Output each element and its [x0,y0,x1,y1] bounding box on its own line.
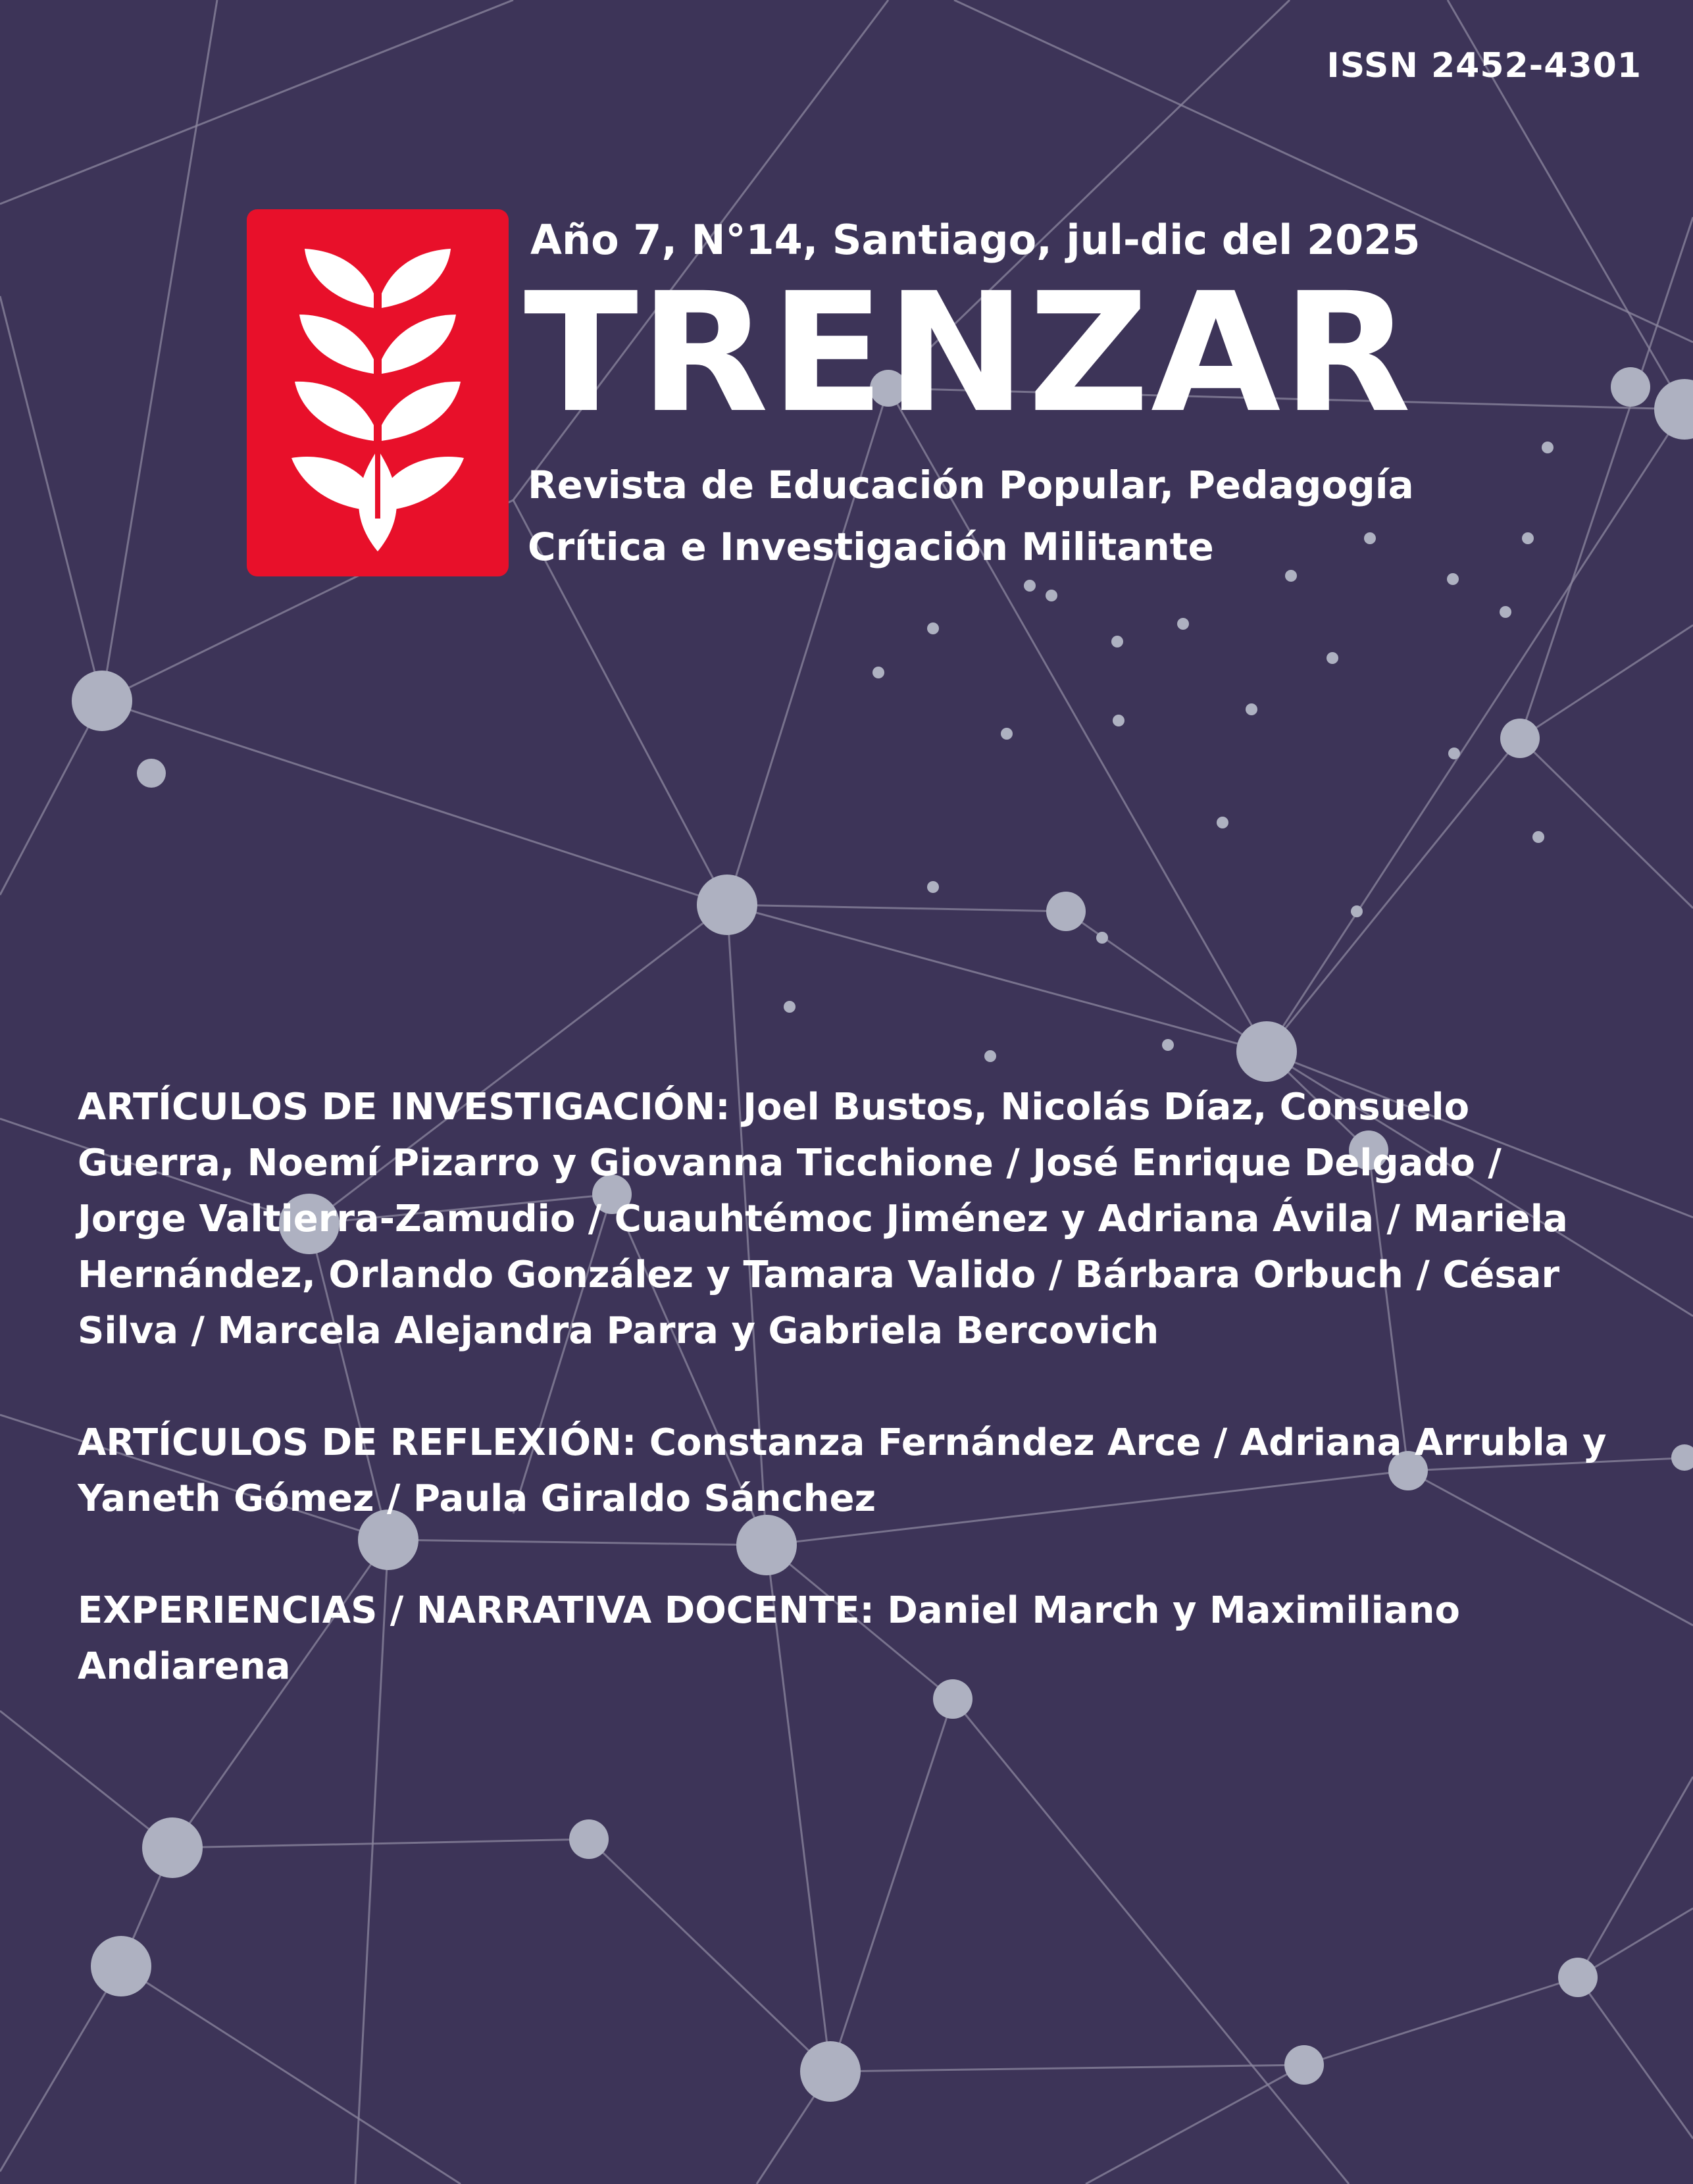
network-line [1267,738,1520,1052]
network-line [1520,625,1693,738]
subtitle-line-1: Revista de Educación Popular, Pedagogía [528,463,1414,507]
network-line [0,701,102,895]
network-line [102,0,217,701]
network-line [121,1966,461,2184]
network-dot [984,1050,996,1062]
network-dot [927,622,939,634]
subtitle-line-2: Crítica e Investigación Militante [528,524,1214,569]
section-research-articles: ARTÍCULOS DE INVESTIGACIÓN: Joel Bustos, Nicolás Díaz, Consuelo Guerra, Noemí Pizarro y Giovanna Ticchione / José Enrique Delgado / Jorge Valtierra-Zamudio / Cuauhtémoc Jiménez y Adriana Ávila / Mariela Hernández, Orlando González y Tamara Valido / Bárbara Orbuch / César Silva / Marcela Alejandra Parra y Gabriela Bercovich [78,1086,1568,1352]
network-node [1654,379,1693,440]
network-line [1304,1977,1578,2065]
network-dot [1500,606,1511,618]
network-line [0,296,102,701]
network-node [800,2041,861,2102]
network-dot [1113,715,1124,726]
network-node [1284,2045,1324,2085]
network-line [1086,2065,1304,2184]
network-line [0,1966,121,2171]
network-node [91,1936,151,1996]
logo [247,209,509,576]
network-line [1578,1977,1693,2139]
network-line [102,701,727,905]
network-line [0,0,513,204]
network-dot [1351,905,1363,917]
network-line [1578,1777,1693,1977]
network-line [1520,738,1693,908]
network-line [830,2065,1304,2071]
network-dot [1177,618,1189,630]
network-node [1500,719,1540,758]
network-node [142,1817,203,1878]
network-dot [1532,831,1544,843]
network-node [1671,1444,1693,1471]
table-of-contents [78,1079,1617,1750]
network-line [1066,911,1267,1052]
network-line [1578,1908,1693,1977]
network-dot [1327,652,1338,664]
journal-subtitle [528,454,1515,578]
network-node [1611,367,1650,407]
network-line [727,905,1267,1052]
network-dot [1162,1039,1174,1051]
network-node [1046,892,1086,931]
network-dot [1024,580,1036,592]
network-dot [1522,532,1534,544]
network-dot [1111,636,1123,648]
network-node [137,759,166,788]
network-line [727,905,1066,911]
network-node [72,671,132,731]
network-dot [1448,748,1460,759]
network-node [697,875,757,935]
network-node [569,1819,609,1859]
network-dot [1001,728,1013,740]
section-experiences: EXPERIENCIAS / NARRATIVA DOCENTE: Daniel March y Maximiliano Andiarena [78,1589,1460,1688]
section-reflection-articles: ARTÍCULOS DE REFLEXIÓN: Constanza Fernández Arce / Adriana Arrubla y Yaneth Gómez / Paula Giraldo Sánchez [78,1421,1607,1520]
network-dot [1542,442,1554,453]
network-dot [784,1001,796,1013]
network-node [1558,1958,1598,1997]
network-line [953,1699,1349,2184]
network-dot [1046,590,1057,601]
network-line [589,1839,830,2071]
network-line [830,1699,953,2071]
wheat-ear-icon [247,209,509,576]
network-node [1236,1021,1297,1082]
issue-info: Año 7, N°14, Santiago, jul-dic del 2025 [530,216,1421,264]
network-line [1520,217,1693,738]
network-line [172,1839,589,1848]
network-dot [1246,703,1257,715]
network-dot [1217,817,1228,828]
network-dot [872,667,884,678]
network-dot [927,881,939,893]
network-dot [1096,932,1108,944]
journal-title: TRENZAR [524,257,1413,449]
issn-label: ISSN 2452-4301 [1327,46,1642,86]
